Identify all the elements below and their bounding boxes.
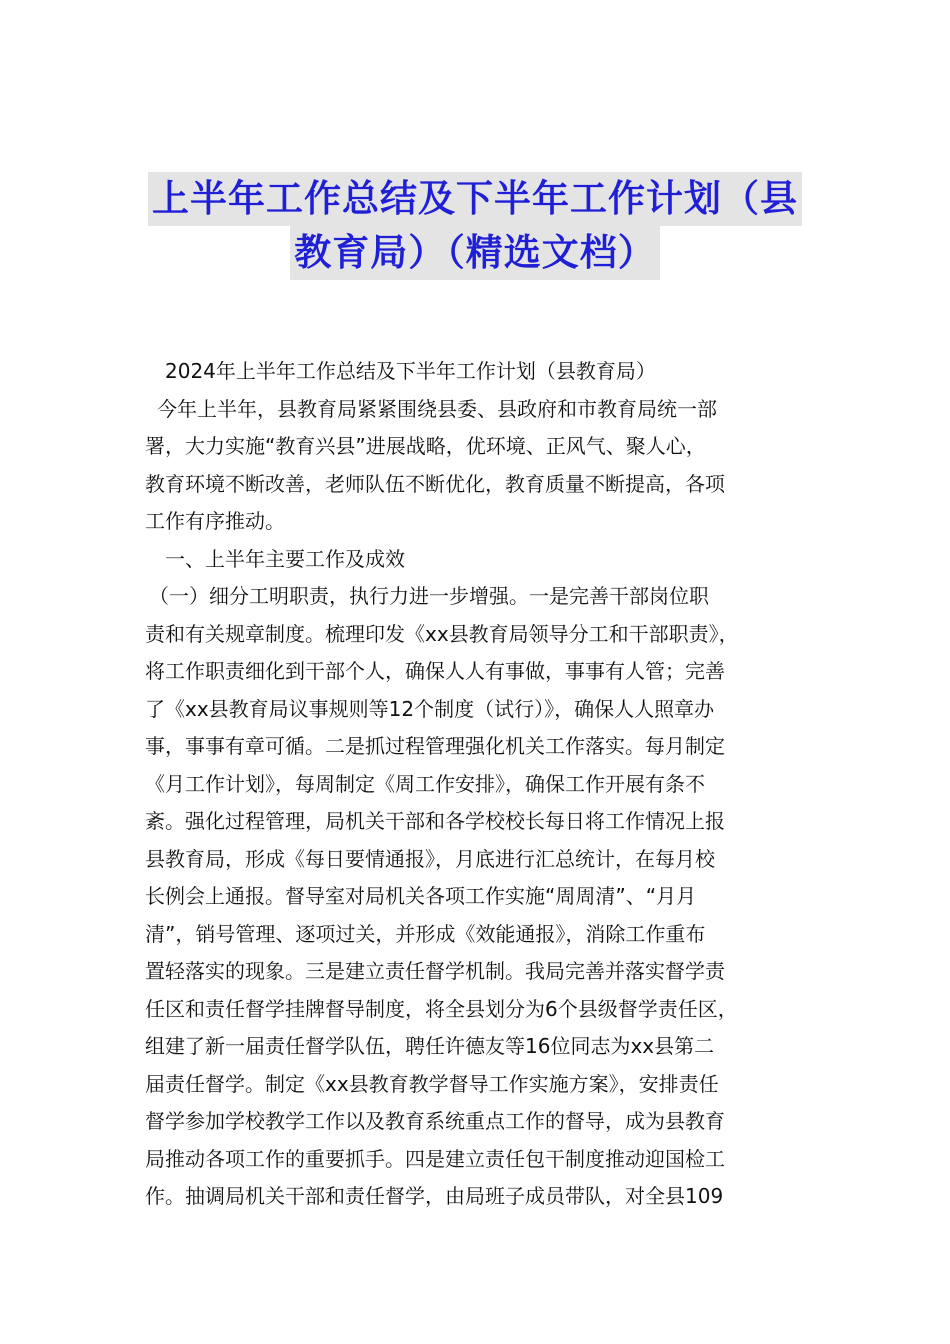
body-line: 任区和责任督学挂牌督导制度，将全县划分为6个县级督学责任区， [145,996,738,1021]
body-line: 清”，销号管理、逐项过关，并形成《效能通报》，消除工作重布 [145,921,706,946]
body-line: 置轻落实的现象。三是建立责任督学机制。我局完善并落实督学责 [145,959,725,983]
body-line: 责和有关规章制度。梳理印发《xx县教育局领导分工和干部职责》， [145,621,739,646]
body-line: 署，大力实施“教育兴县”进展战略，优环境、正风气、聚人心， [145,434,706,458]
body-line: 工作有序推动。 [145,509,285,533]
body-line: 2024年上半年工作总结及下半年工作计划（县教育局） [165,359,656,383]
title-line-1: 上半年工作总结及下半年工作计划（县 [148,172,802,226]
body-line: 督学参加学校教学工作以及教育系统重点工作的督导，成为县教育 [145,1109,725,1133]
body-line: 县教育局，形成《每日要情通报》，月底进行汇总统计，在每月校 [145,846,715,871]
body-line: 《月工作计划》，每周制定《周工作安排》，确保工作开展有条不 [145,771,705,796]
document-body [145,353,810,1216]
body-line: 届责任督学。制定《xx县教育教学督导工作实施方案》，安排责任 [145,1071,719,1096]
body-line: （一）细分工明职责，执行力进一步增强。一是完善干部岗位职 [149,584,709,608]
body-line: 教育环境不断改善，老师队伍不断优化，教育质量不断提高，各项 [145,471,725,496]
body-line: 组建了新一届责任督学队伍，聘任许德友等16位同志为xx县第二 [145,1034,715,1058]
body-line: 事，事事有章可循。二是抓过程管理强化机关工作落实。每月制定 [145,734,725,758]
title-line-2: 教育局）（精选文档） [290,226,660,280]
body-line: 作。抽调局机关干部和责任督学，由局班子成员带队，对全县109 [145,1184,724,1208]
body-line: 局推动各项工作的重要抓手。四是建立责任包干制度推动迎国检工 [145,1146,725,1171]
body-line: 紊。强化过程管理，局机关干部和各学校校长每日将工作情况上报 [145,809,725,833]
document-title [0,172,950,280]
body-line: 今年上半年，县教育局紧紧围绕县委、县政府和市教育局统一部 [157,396,717,421]
body-line: 将工作职责细化到干部个人，确保人人有事做，事事有人管；完善 [145,659,725,683]
section-heading: 一、上半年主要工作及成效 [165,546,405,571]
body-line: 长例会上通报。督导室对局机关各项工作实施“周周清”、“月月 [145,884,697,908]
body-line: 了《xx县教育局议事规则等12个制度（试行）》，确保人人照章办 [145,696,715,721]
